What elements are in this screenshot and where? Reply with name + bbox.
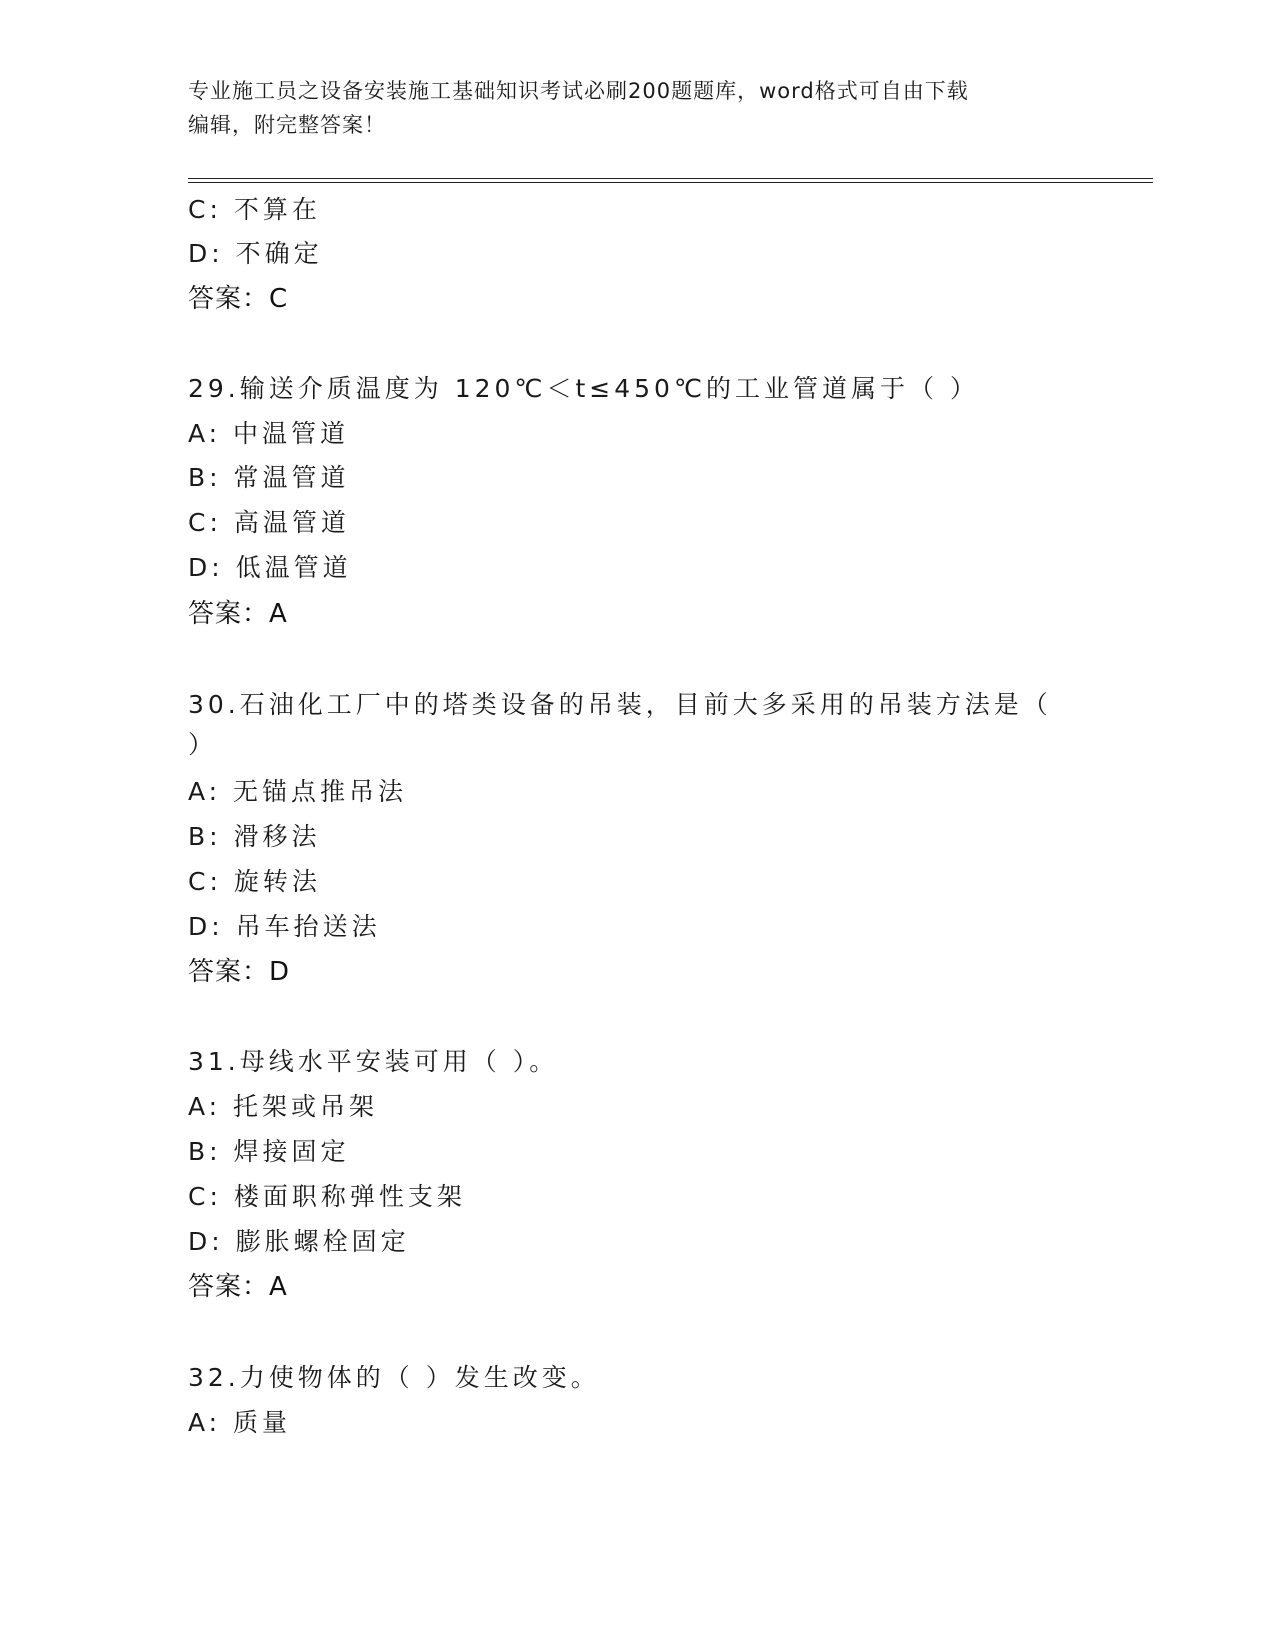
q30-stem-line-1: 30.石油化工厂中的塔类设备的吊装，目前大多采用的吊装方法是（: [188, 690, 1052, 719]
q31-answer: 答案：A: [188, 1272, 288, 1302]
q29-answer: 答案：A: [188, 599, 288, 629]
q31-option-a: A: 托架或吊架: [188, 1092, 379, 1121]
q30-answer: 答案：D: [188, 957, 291, 987]
q30-option-d: D: 吊车抬送法: [188, 912, 381, 941]
document-header: [188, 74, 1068, 142]
header-divider-top: [188, 178, 1153, 179]
q31-option-d: D: 膨胀螺栓固定: [188, 1227, 410, 1256]
prev-option-d: D: 不确定: [188, 239, 323, 268]
q32-stem: 32.力使物体的（ ）发生改变。: [188, 1363, 600, 1392]
q30-stem-line-2: ）: [188, 730, 218, 759]
header-title-line-2: 编辑，附完整答案！: [188, 113, 386, 137]
q29-option-a: A: 中温管道: [188, 419, 350, 448]
q30-option-a: A: 无锚点推吊法: [188, 777, 408, 806]
q31-stem: 31.母线水平安装可用（ ）。: [188, 1047, 559, 1076]
q32-option-a: A: 质量: [188, 1408, 292, 1437]
q30-option-b: B: 滑移法: [188, 822, 321, 851]
q29-option-c: C: 高温管道: [188, 508, 350, 537]
header-divider-bottom: [188, 182, 1153, 183]
prev-answer: 答案：C: [188, 284, 289, 314]
q31-option-b: B: 焊接固定: [188, 1137, 350, 1166]
q31-option-c: C: 楼面职称弹性支架: [188, 1182, 466, 1211]
q29-stem: 29.输送介质温度为 120℃＜t≤450℃的工业管道属于（ ）: [188, 374, 979, 403]
q29-option-d: D: 低温管道: [188, 553, 352, 582]
q30-option-c: C: 旋转法: [188, 867, 321, 896]
prev-option-c: C: 不算在: [188, 195, 321, 224]
header-title-line-1: 专业施工员之设备安装施工基础知识考试必刷200题题库，word格式可自由下载: [188, 79, 969, 103]
q29-option-b: B: 常温管道: [188, 463, 350, 492]
